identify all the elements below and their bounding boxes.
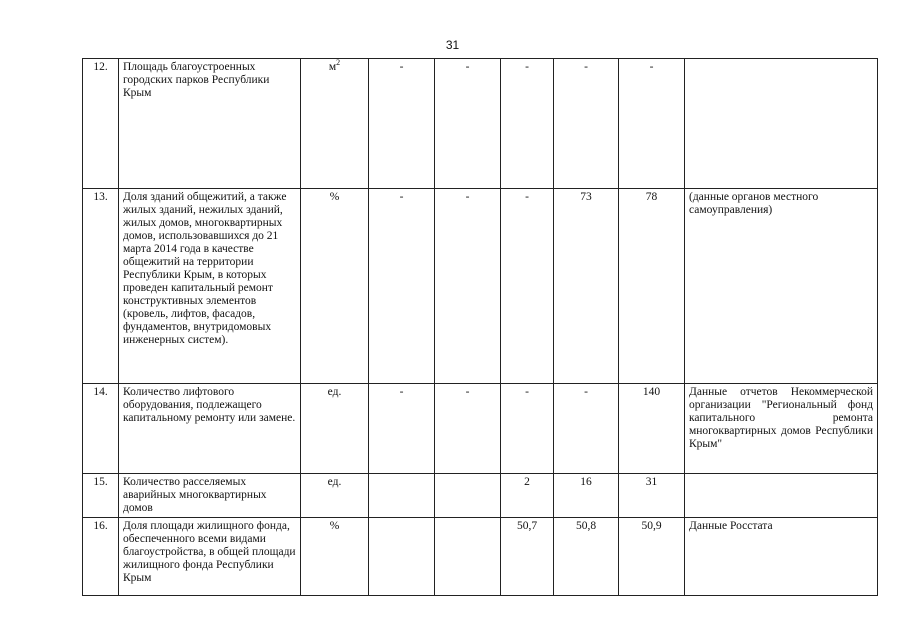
value-cell: 78 xyxy=(619,189,685,384)
value-cell: 50,8 xyxy=(554,518,619,596)
unit-label: ед. xyxy=(327,476,342,488)
value-cell: - xyxy=(369,189,435,384)
unit-label: % xyxy=(329,191,340,203)
table-row xyxy=(83,59,878,189)
data-source xyxy=(685,474,878,518)
value-cell: - xyxy=(435,59,501,189)
unit-cell xyxy=(301,518,369,596)
value-cell: - xyxy=(369,384,435,474)
value-cell xyxy=(369,518,435,596)
indicator-name: Доля площади жилищного фонда, обеспеченного всеми видами благоустройства, в общей площади жилищного фонда Республики Крым xyxy=(119,518,301,596)
indicator-name: Доля зданий общежитий, а также жилых зданий, нежилых зданий, жилых домов, многоквартирных домов, использовавшихся до 21 марта 2014 года в качестве общежитий на территории Республики Крым, в которых проведен капитальный ремонт конструктивных элементов (кровель, лифтов, фасадов, фундаментов, внутридомовых инженерных систем). xyxy=(119,189,301,384)
value-cell: - xyxy=(501,59,554,189)
value-cell: 50,7 xyxy=(501,518,554,596)
value-cell: 73 xyxy=(554,189,619,384)
table-body xyxy=(83,59,878,596)
table-row xyxy=(83,384,878,474)
row-number: 12. xyxy=(83,59,119,189)
value-cell xyxy=(435,518,501,596)
data-source: (данные органов местного самоуправления) xyxy=(685,189,878,384)
unit-label: м xyxy=(328,61,337,73)
page-number: 31 xyxy=(445,38,460,52)
data-source xyxy=(685,59,878,189)
indicator-name: Площадь благоустроенных городских парков Республики Крым xyxy=(119,59,301,189)
value-cell: - xyxy=(554,59,619,189)
value-cell xyxy=(435,474,501,518)
unit-cell xyxy=(301,384,369,474)
indicators-table xyxy=(82,58,878,596)
value-cell: - xyxy=(501,384,554,474)
value-cell: - xyxy=(619,59,685,189)
value-cell: 2 xyxy=(501,474,554,518)
unit-label: % xyxy=(329,520,340,532)
unit-label: ед. xyxy=(327,386,342,398)
value-cell: 31 xyxy=(619,474,685,518)
data-source: Данные Росстата xyxy=(685,518,878,596)
row-number: 16. xyxy=(83,518,119,596)
value-cell: - xyxy=(501,189,554,384)
unit-superscript: 2 xyxy=(336,58,341,68)
value-cell: - xyxy=(435,189,501,384)
value-cell: - xyxy=(369,59,435,189)
value-cell: 50,9 xyxy=(619,518,685,596)
row-number: 13. xyxy=(83,189,119,384)
unit-cell xyxy=(301,189,369,384)
row-number: 15. xyxy=(83,474,119,518)
unit-cell xyxy=(301,474,369,518)
table-row xyxy=(83,189,878,384)
indicator-name: Количество расселяемых аварийных многоквартирных домов xyxy=(119,474,301,518)
value-cell: 140 xyxy=(619,384,685,474)
value-cell: 16 xyxy=(554,474,619,518)
value-cell: - xyxy=(554,384,619,474)
unit-cell xyxy=(301,59,369,189)
value-cell xyxy=(369,474,435,518)
row-number: 14. xyxy=(83,384,119,474)
data-source: Данные отчетов Некоммерческой организации "Региональный фонд капитального ремонта многоквартирных домов Республики Крым" xyxy=(685,384,878,474)
value-cell: - xyxy=(435,384,501,474)
indicator-name: Количество лифтового оборудования, подлежащего капитальному ремонту или замене. xyxy=(119,384,301,474)
table-row xyxy=(83,474,878,518)
table-row xyxy=(83,518,878,596)
